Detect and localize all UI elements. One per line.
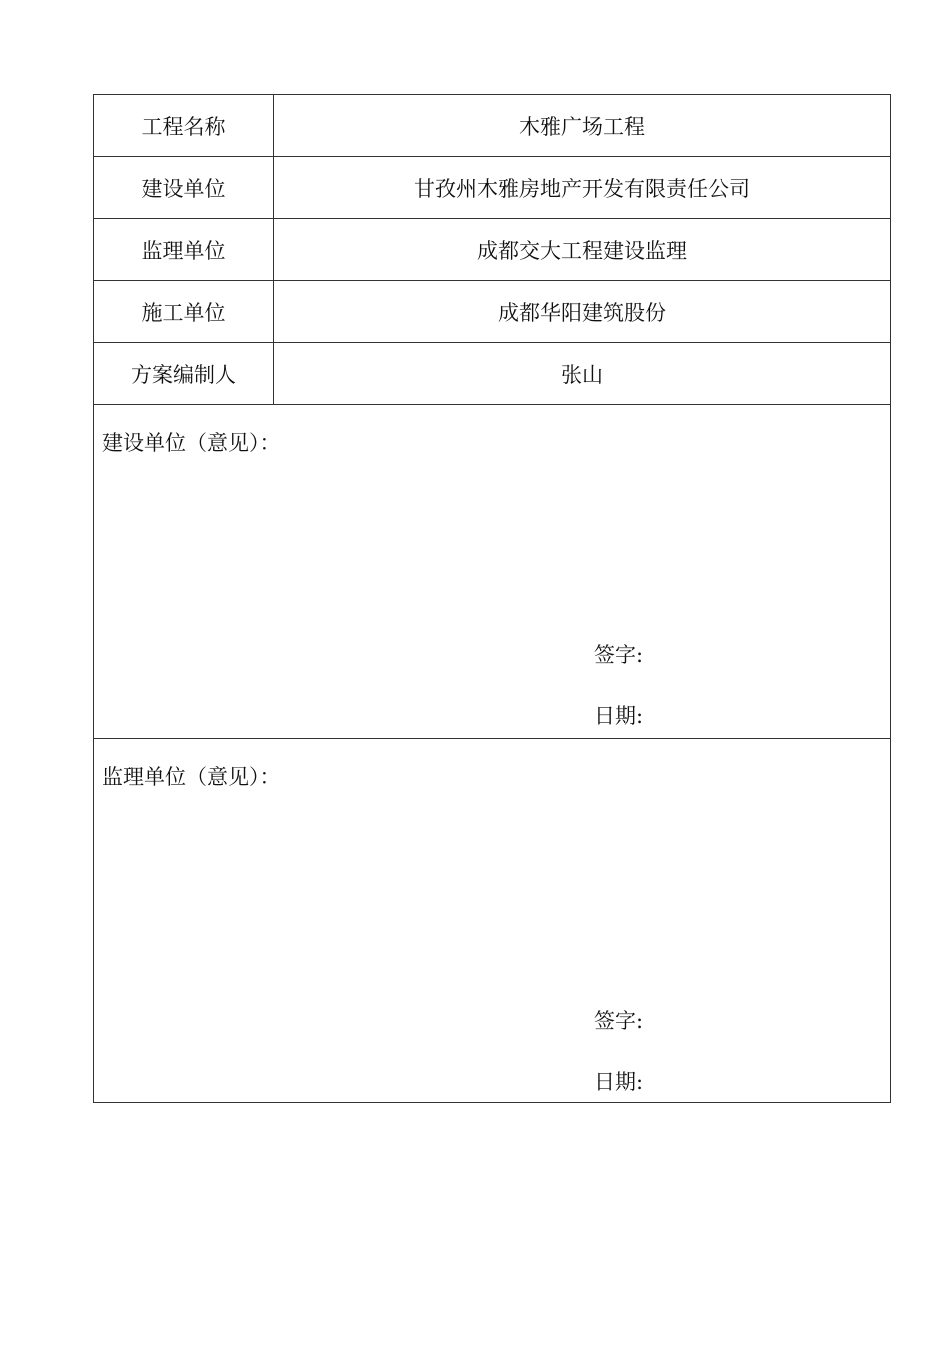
project-name-label: 工程名称 <box>94 95 274 156</box>
plan-author-label: 方案编制人 <box>94 343 274 404</box>
contractor-unit-value: 成都华阳建筑股份 <box>498 300 666 325</box>
project-name-row <box>94 95 890 157</box>
supervision-sign-label: 签字: <box>594 1009 644 1033</box>
contractor-unit-label: 施工单位 <box>94 281 274 342</box>
approval-form <box>93 94 891 1103</box>
contractor-unit-row <box>94 281 890 343</box>
supervision-opinion-section <box>94 739 890 1102</box>
construction-sign-label: 签字: <box>594 643 644 667</box>
construction-opinion-section <box>94 405 890 739</box>
construction-unit-value: 甘孜州木雅房地产开发有限责任公司 <box>414 176 750 201</box>
supervision-date-label: 日期: <box>594 1070 644 1094</box>
supervision-unit-value: 成都交大工程建设监理 <box>477 238 687 263</box>
plan-author-row <box>94 343 890 405</box>
construction-opinion-title: 建设单位（意见）： <box>102 431 281 455</box>
plan-author-value: 张山 <box>561 362 603 387</box>
supervision-unit-label: 监理单位 <box>94 219 274 280</box>
construction-date-label: 日期: <box>594 704 644 728</box>
supervision-unit-row <box>94 219 890 281</box>
construction-unit-label: 建设单位 <box>94 157 274 218</box>
project-name-value: 木雅广场工程 <box>519 114 645 139</box>
construction-unit-row <box>94 157 890 219</box>
supervision-opinion-title: 监理单位（意见）： <box>102 765 281 789</box>
